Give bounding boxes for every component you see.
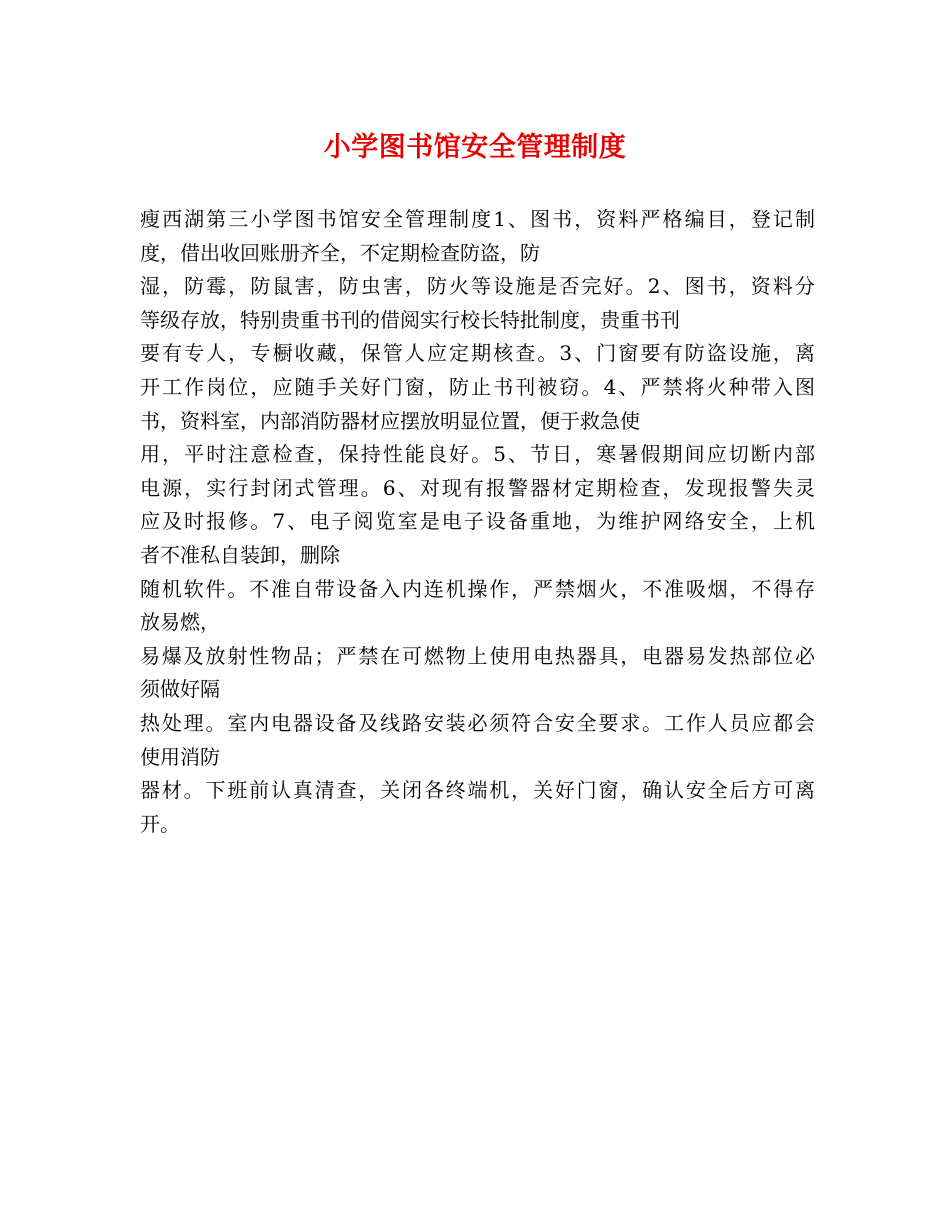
document-body xyxy=(140,203,815,841)
body-line: 要有专人，专橱收藏，保管人应定期核查。3、门窗要有防盗设施，离 xyxy=(140,341,815,366)
body-line: 用，平时注意检查，保持性能良好。5、节日，寒暑假期间应切断内部 xyxy=(140,442,815,467)
body-line: 须做好隔 xyxy=(140,677,220,702)
body-line: 者不准私自装卸，删除 xyxy=(140,542,340,567)
body-line: 度，借出收回账册齐全，不定期检查防盗，防 xyxy=(140,240,540,265)
body-line: 放易燃， xyxy=(140,610,220,635)
body-line: 瘦西湖第三小学图书馆安全管理制度1、图书，资料严格编目，登记制 xyxy=(140,207,815,231)
body-line: 开。 xyxy=(140,811,180,836)
body-line: 易爆及放射性物品；严禁在可燃物上使用电热器具，电器易发热部位必 xyxy=(140,643,815,668)
body-line: 湿，防霉，防鼠害，防虫害，防火等设施是否完好。2、图书，资料分 xyxy=(140,274,815,299)
body-line: 等级存放，特别贵重书刊的借阅实行校长特批制度，贵重书刊 xyxy=(140,307,680,332)
body-line: 开工作岗位，应随手关好门窗，防止书刊被窃。4、严禁将火种带入图 xyxy=(140,374,815,399)
body-line: 书，资料室，内部消防器材应摆放明显位置，便于救急使 xyxy=(140,408,640,433)
body-line: 使用消防 xyxy=(140,744,220,769)
body-line: 随机软件。不准自带设备入内连机操作，严禁烟火，不准吸烟，不得存 xyxy=(140,576,815,601)
body-line: 器材。下班前认真清查，关闭各终端机，关好门窗，确认安全后方可离 xyxy=(140,778,815,803)
page-title: 小学图书馆安全管理制度 xyxy=(323,132,627,163)
body-line: 电源，实行封闭式管理。6、对现有报警器材定期检查，发现报警失灵 xyxy=(140,475,815,500)
body-line: 热处理。室内电器设备及线路安装必须符合安全要求。工作人员应都会 xyxy=(140,710,815,735)
body-line: 应及时报修。7、电子阅览室是电子设备重地，为维护网络安全，上机 xyxy=(140,509,815,534)
